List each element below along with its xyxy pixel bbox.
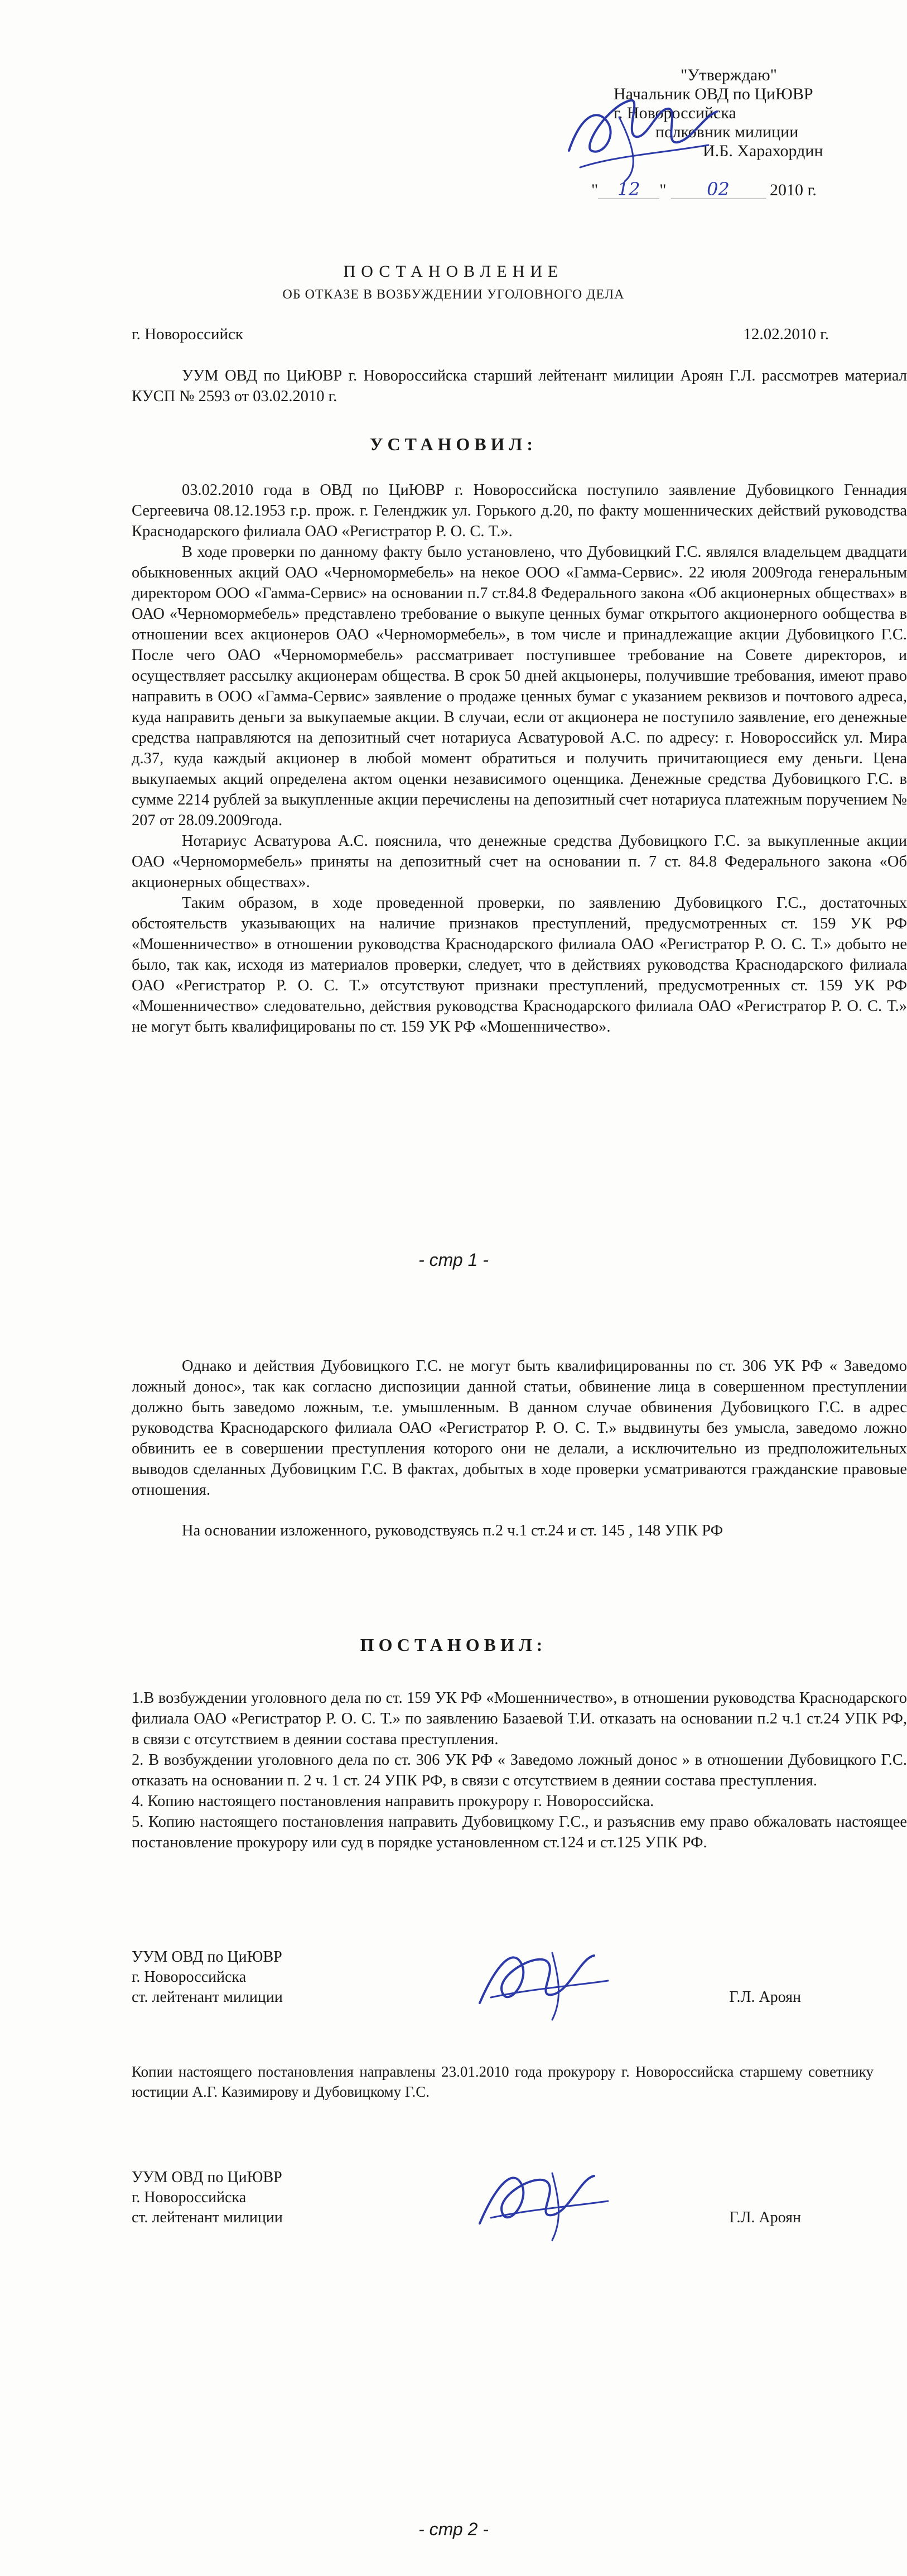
heading-established: УСТАНОВИЛ: xyxy=(370,434,537,454)
paragraph: Нотариус Асватурова А.С. пояснила, что денежные средства Дубовицкого Г.С. за выкупленные акции ОАО «Черномормебель» приняты на депозитный счет на основании п. 7 ст. 84.8 Федерального закона «Об акционерных обществах». xyxy=(132,832,907,891)
established-text xyxy=(132,480,907,1037)
approval-title: "Утверждаю" xyxy=(681,66,777,84)
document-city: г. Новороссийск xyxy=(132,325,244,343)
paragraph: 03.02.2010 года в ОВД по ЦиЮВР г. Новороссийска поступило заявление Дубовицкого Геннадия Сергеевича 08.12.1953 г.р. прож. г. Геленджик ул. Горького д.20, по факту мошеннических действий руководства Краснодарского филиала ОАО «Регистратор Р. О. С. Т.». xyxy=(132,482,907,540)
approval-signature xyxy=(558,84,725,190)
paragraph: На основании изложенного, руководствуясь п.2 ч.1 ст.24 и ст. 145 , 148 УПК РФ xyxy=(182,1522,723,1539)
intro-text xyxy=(132,365,907,407)
approval-date-day: 12 xyxy=(598,180,659,199)
city-date-row xyxy=(132,325,829,344)
copies-note-text: Копии настоящего постановления направлены 23.01.2010 года прокурору г. Новороссийска старшему советнику юстиции А.Г. Казимирову и Дубовицкому Г.С. xyxy=(132,2063,874,2100)
copies-note xyxy=(132,2062,874,2102)
document-subtitle: ОБ ОТКАЗЕ В ВОЗБУЖДЕНИИ УГОЛОВНОГО ДЕЛА xyxy=(282,287,625,302)
paragraph: В ходе проверки по данному факту было установлено, что Дубовицкий Г.С. являлся владельцем двадцати обыкновенных акций ОАО «Черномормебель» на некое ООО «Гамма-Сервис». 22 июля 2009года генеральным директором ООО «Гамма-Сервис» на основании п.7 ст.84.8 Федерального закона «Об акционерных обществах» в ОАО «Черномормебель» представлено требование о выкупе ценных бумаг открытого акционерного ообщества в отношении всех акционеров ОАО «Черномормебель», в том числе и принадлежащие акции Дубовицкого Г.С. После чего ОАО «Черномормебель» рассматривает поступившее требование на Совете директоров, и осуществляет рассылку акционерам общества. В срок 50 дней акцыонеры, получившие требования, имеют право направить в ООО «Гамма-Сервис» заявление о продаже ценных бумаг с указанием реквизов и почтового адреса, куда направить деньги за выкупаемые акции. В случаи, если от акционера не поступило заявление, его денежные средства направляются на депозитный счет нотариуса Асватуровой А.С. по адресу: г. Новороссийск ул. Мира д.37, куда каждый акционер в любой момент обратиться и получить причитающиеся ему деньги. Цена выкупаемых акций определена актом оценки независимого оценщика. Денежные средства Дубовицкого Г.С. в сумме 2214 рублей за выкупленные акции перечислены на депозитный счет нотариуса платежным поручением № 207 от 28.09.2009года. xyxy=(132,543,907,829)
approval-date-year: 2010 г. xyxy=(770,181,817,199)
intro-paragraph: УУМ ОВД по ЦиЮВР г. Новороссийска старший лейтенант милиции Ароян Г.Л. рассмотрев материал КУСП № 2593 от 03.02.2010 г. xyxy=(132,367,907,405)
approval-name: И.Б. Харахордин xyxy=(703,142,823,160)
paragraph: Таким образом, в ходе проведенной проверки, по заявлению Дубовицкого Г.С., достаточных обстоятельств указывающих на наличие признаков преступлений, предусмотренных ст. 159 УК РФ «Мошенничество» в отношении руководства Краснодарского филиала ОАО «Регистратор Р. О. С. Т.» добыто не было, так как, исходя из материалов проверки, следует, что в действиях руководства Краснодарского филиала ОАО «Регистратор Р. О. С. Т.» отсутствуют признаки преступлений, предусмотренных ст. 159 УК РФ «Мошенничество» следовательно, действия руководства Краснодарского филиала ОАО «Регистратор Р. О. С. Т.» не могут быть квалифицированы по ст. 159 УК РФ «Мошенничество». xyxy=(132,894,907,1036)
signature-rank: ст. лейтенант милиции xyxy=(132,2209,283,2226)
document-date: 12.02.2010 г. xyxy=(743,325,829,343)
signature-city: г. Новороссийска xyxy=(132,1968,247,1986)
signature-city: г. Новороссийска xyxy=(132,2189,247,2206)
decision-item: 1.В возбуждении уголовного дела по ст. 159 УК РФ «Мошенничество», в отношении руководства Краснодарского филиала ОАО «Регистратор Р. О. С. Т.» по заявлению Базаевой Т.И. отказать на основании п.2 ч.1 ст.24 УПК РФ, в связи с отсутствием в деянии состава преступления. xyxy=(132,1689,907,1748)
paragraph: Однако и действия Дубовицкого Г.С. не могут быть квалифицированны по ст. 306 УК РФ « Заведомо ложный донос», так как согласно диспозиции данной статьи, обвинение лица в совершенном преступлении должно быть заведомо ложным, т.е. умышленным. В данном случае обвинения Дубовицкого Г.С. в адрес руководства Краснодарского филиала ОАО «Регистратор Р. О. С. Т.» выдвинуты без умысла, заведомо ложно обвинить ее в совершении преступления которого они не делали, а исключительно из предположительных выводов сделанных Дубовицким Г.С. В фактах, добытых в ходе проверки усматриваются гражданские правовые отношения. xyxy=(132,1357,907,1499)
signature-rank: ст. лейтенант милиции xyxy=(132,1988,283,2006)
approval-date-month: 02 xyxy=(671,180,766,199)
signature-name: Г.Л. Ароян xyxy=(729,1988,801,2006)
signature-name: Г.Л. Ароян xyxy=(729,2209,801,2226)
approval-position: Начальник ОВД по ЦиЮВР xyxy=(614,85,813,103)
heading-decided: ПОСТАНОВИЛ: xyxy=(360,1635,547,1655)
approval-date: " 12 " 02 2010 г. xyxy=(591,179,817,200)
decision-item: 5. Копию настоящего постановления направить Дубовицкому Г.С., и разъяснив ему право обжаловать настоящее постановление прокурору или суд в порядке установленном ст.124 и ст.125 УПК РФ. xyxy=(132,1813,907,1851)
approval-city: г. Новороссийска xyxy=(614,104,736,122)
decision-item: 2. В возбуждении уголовного дела по ст. 306 УК РФ « Заведомо ложный донос » в отношении Дубовицкого Г.С. отказать на основании п. 2 ч. 1 ст. 24 УПК РФ, в связи с отсутствием в деянии состава преступления. xyxy=(132,1751,907,1789)
decision-item: 4. Копию настоящего постановления направить прокурору г. Новороссийска. xyxy=(132,1793,654,1810)
officer-signature-2 xyxy=(469,2151,614,2246)
signature-org: УУМ ОВД по ЦиЮВР xyxy=(132,1948,282,1966)
document-title: ПОСТАНОВЛЕНИЕ xyxy=(343,262,564,281)
page-number-2: - стр 2 - xyxy=(418,2519,489,2539)
decisions-list xyxy=(132,1688,907,1853)
signature-org: УУМ ОВД по ЦиЮВР xyxy=(132,2169,282,2186)
approval-rank: полковник милиции xyxy=(655,123,799,141)
page-number-1: - стр 1 - xyxy=(418,1250,489,1270)
document-page-2 xyxy=(0,1300,907,2576)
officer-signature-1 xyxy=(469,1930,614,2025)
page2-text xyxy=(132,1356,907,1541)
